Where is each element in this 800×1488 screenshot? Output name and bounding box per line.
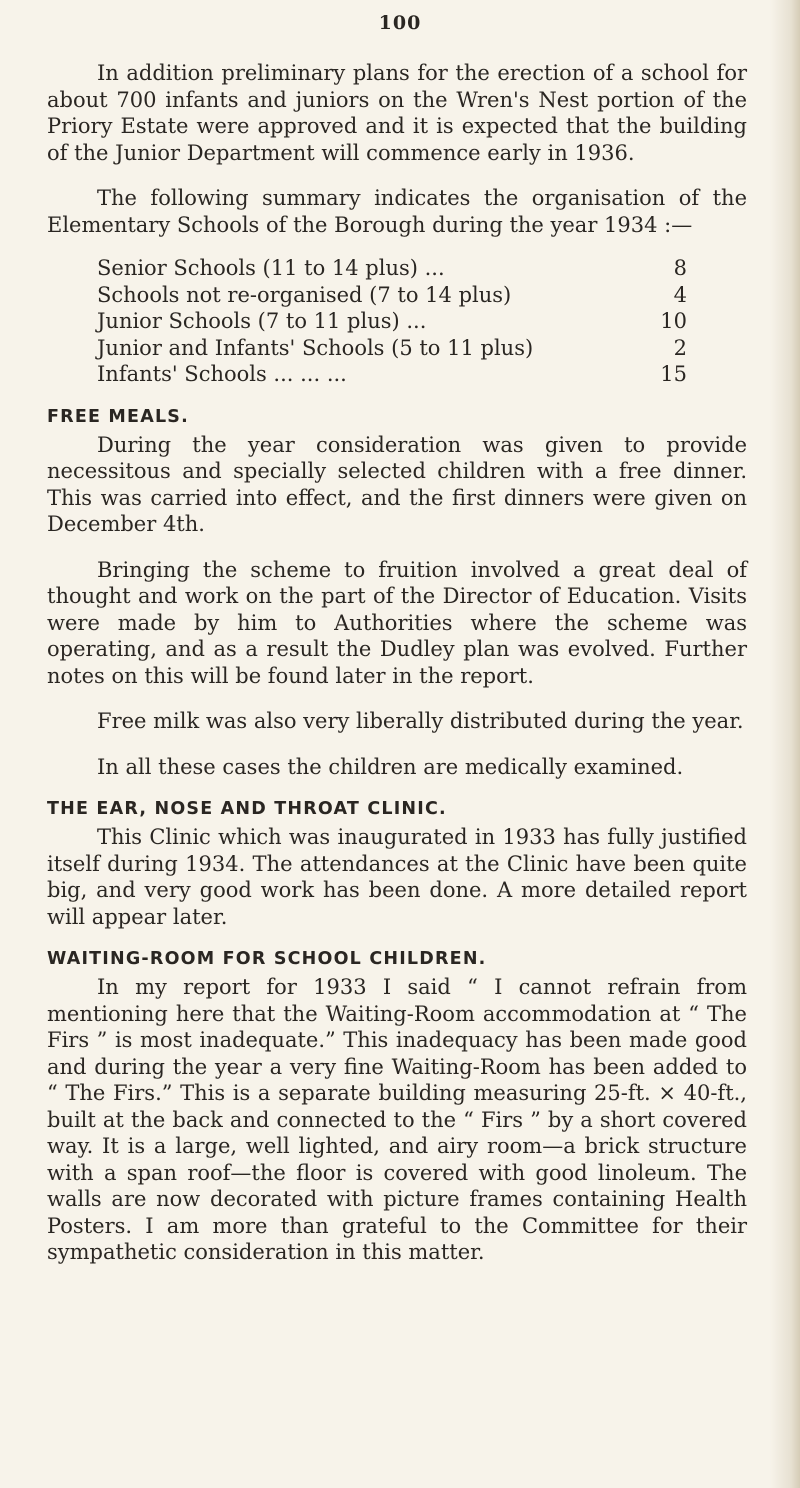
summary-label: Junior Schools (7 to 11 plus) ...	[97, 309, 427, 333]
summary-row	[97, 335, 687, 362]
summary-intro-paragraph: The following summary indicates the organisation of the Elementary Schools of the Borough during the year 1934 :—	[47, 186, 747, 237]
summary-row	[97, 282, 687, 309]
summary-value: 10	[660, 309, 687, 333]
waiting-room-heading: WAITING-ROOM FOR SCHOOL CHILDREN.	[47, 949, 487, 969]
free-meals-heading: FREE MEALS.	[47, 406, 189, 427]
free-meals-paragraph: Bringing the scheme to fruition involved a great deal of thought and work on the part of the Director of Education. Visits were made by him to Authorities where the scheme was operating, and as a result the Dudley plan was evolved. Further notes on this will be found later in the report.	[47, 557, 747, 688]
summary-label: Schools not re-organised (7 to 14 plus)	[97, 282, 512, 307]
summary-value: 4	[673, 282, 687, 307]
intro-paragraph: In addition preliminary plans for the erection of a school for about 700 infants and juniors on the Wren's Nest portion of the Priory Estate were approved and it is expected that the building of the Junior Department will commence early in 1936.	[47, 61, 747, 165]
page-number: 100	[378, 12, 422, 34]
page-body	[47, 60, 747, 1266]
waiting-room-paragraph: In my report for 1933 I said “ I cannot refrain from mentioning here that the Waiting-Room accommodation at “ The Firs ” is most inadequate.” This inadequacy has been made good and during the year a very fine Waiting-Room has been added to “ The Firs.” This is a separate building measuring 25-ft. × 40-ft., built at the back and connected to the “ Firs ” by a short covered way. It is a large, well lighted, and airy room—a brick structure with a span roof—the floor is covered with good linoleum. The walls are now decorated with picture frames containing Health Posters. I am more than grateful to the Committee for their sympathetic consideration in this matter.	[47, 975, 747, 1264]
free-meals-paragraph: Free milk was also very liberally distributed during the year.	[97, 709, 744, 733]
ent-clinic-paragraph: This Clinic which was inaugurated in 1933 has fully justified itself during 1934. The attendances at the Clinic have been quite big, and very good work has been done. A more detailed report will appear later.	[47, 825, 747, 929]
free-meals-paragraph: In all these cases the children are medically examined.	[97, 754, 684, 779]
summary-value: 8	[673, 256, 687, 280]
summary-label: Infants' Schools ... ... ...	[97, 362, 347, 386]
ent-clinic-heading: THE EAR, NOSE AND THROAT CLINIC.	[47, 799, 447, 819]
free-meals-paragraph: During the year consideration was given to provide necessitous and specially selected children with a free dinner. This was carried into effect, and the first dinners were given on December 4th.	[47, 432, 747, 536]
page-edge-shadow	[770, 0, 800, 1488]
summary-row	[97, 361, 687, 388]
summary-value: 2	[673, 335, 687, 360]
summary-label: Junior and Infants' Schools (5 to 11 plus)	[97, 335, 534, 360]
summary-value: 15	[660, 362, 687, 386]
schools-summary-table	[97, 255, 687, 388]
summary-row	[97, 255, 687, 282]
summary-row	[97, 308, 687, 335]
summary-label: Senior Schools (11 to 14 plus) ...	[97, 256, 445, 280]
